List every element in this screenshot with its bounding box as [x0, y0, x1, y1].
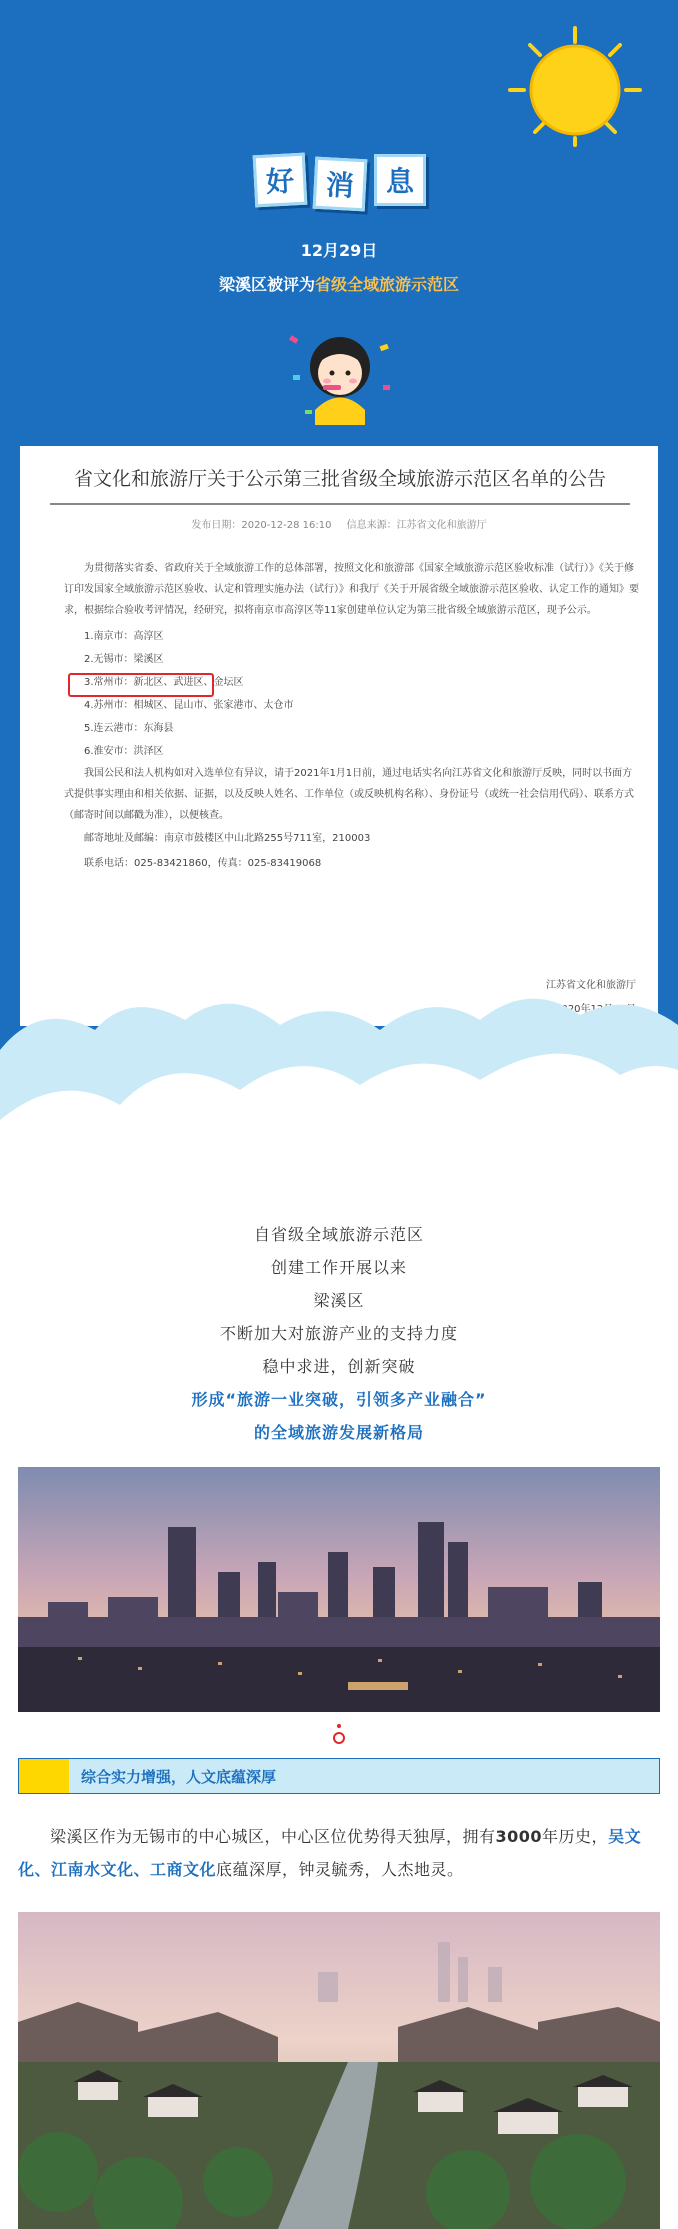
list-item: 3.常州市：新北区、武进区、金坛区: [84, 677, 244, 688]
statement-line: 不断加大对旅游产业的支持力度: [219, 1324, 458, 1343]
list-item: 6.淮安市：洪泽区: [84, 746, 164, 757]
good-news-title: [250, 150, 430, 210]
notice-title: 省文化和旅游厅关于公示第三批省级全域旅游示范区名单的公告: [50, 464, 630, 505]
cartoon-girl-icon: [285, 315, 395, 425]
paragraph-text: 年历史，: [542, 1827, 609, 1846]
news-char: 消: [313, 157, 368, 212]
notice-intro: 为贯彻落实省委、省政府关于全域旅游工作的总体部署，按照文化和旅游部《国家全域旅游示范区验收标准（试行）》《关于修订印发国家全域旅游示范区验收、认定和管理实施办法（试行）》和我厅《关于开展省级全域旅游示范区验收、认定工作的通知》要求，根据综合验收考评情况，经研究，拟将南京市高淳区等11家创建单位认定为第三批省级全域旅游示范区，现予公示。: [64, 563, 639, 616]
list-item: 4.苏州市：相城区、昆山市、张家港市、太仓市: [84, 700, 294, 711]
signature-org: 江苏省文化和旅游厅: [546, 980, 636, 991]
paragraph-text: 梁溪区作为无锡市的中心城区，中心区位优势得天独厚，拥有: [50, 1827, 496, 1846]
notice-body: [64, 558, 639, 876]
contact-phone: 联系电话：025-83421860，传真：025-83419068: [84, 858, 322, 869]
info-source: 信息来源：江苏省文化和旅游厅: [346, 520, 487, 531]
statement-line: 稳中求进，创新突破: [262, 1357, 416, 1376]
paragraph-bold: 3000: [495, 1827, 543, 1846]
statement-block: [0, 1218, 678, 1449]
sun-icon: [500, 20, 650, 150]
date-line: 12月29日: [300, 241, 378, 260]
statement-highlight: 的全域旅游发展新格局: [253, 1423, 424, 1442]
section-paragraph: [18, 1820, 660, 1886]
city-skyline-photo: [18, 1467, 660, 1712]
news-char: 好: [253, 153, 308, 208]
highlight-box: [68, 673, 214, 697]
notice-objection: 我国公民和法人机构如对入选单位有异议，请于2021年1月1日前，通过电话实名向江苏省文化和旅游厅反映，同时以书面方式提供事实理由和相关依据、证据，以及反映人姓名、工作单位（或反映机构名称）、身份证号（或统一社会信用代码）、联系方式（邮寄时间以邮戳为准），以便核查。: [64, 768, 634, 821]
statement-line: 创建工作开展以来: [270, 1258, 407, 1277]
award-highlight: 省级全域旅游示范区: [315, 275, 460, 294]
water-town-photo: [18, 1912, 660, 2229]
dot-decoration-icon: [332, 1723, 346, 1745]
statement-highlight: 形成“旅游一业突破，引领多产业融合”: [191, 1390, 487, 1409]
list-item: 5.连云港市：东海县: [84, 723, 174, 734]
notice-meta: [20, 516, 658, 531]
statement-line: 自省级全域旅游示范区: [253, 1225, 424, 1244]
notice-card: [20, 446, 658, 1026]
section-heading-label: 综合实力增强，人文底蕴深厚: [81, 1767, 277, 1786]
news-char: 息: [374, 154, 426, 206]
list-item: 1.南京市：高淳区: [84, 631, 164, 642]
list-item: 2.无锡市：梁溪区: [84, 654, 164, 665]
section-heading: [18, 1758, 660, 1794]
paragraph-text: 底蕴深厚，钟灵毓秀，人杰地灵。: [216, 1860, 464, 1879]
mailing-address: 邮寄地址及邮编：南京市鼓楼区中山北路255号711室，210003: [84, 833, 371, 844]
publish-date: 发布日期：2020-12-28 16:10: [191, 520, 332, 531]
award-prefix: 梁溪区被评为: [218, 275, 315, 294]
section-accent: [19, 1759, 69, 1793]
cloud-divider: [0, 990, 678, 1220]
paragraph-highlight: 吴文化、江南水文化、工商文化: [18, 1827, 642, 1879]
statement-line: 梁溪区: [313, 1291, 365, 1310]
award-line: [0, 272, 678, 295]
